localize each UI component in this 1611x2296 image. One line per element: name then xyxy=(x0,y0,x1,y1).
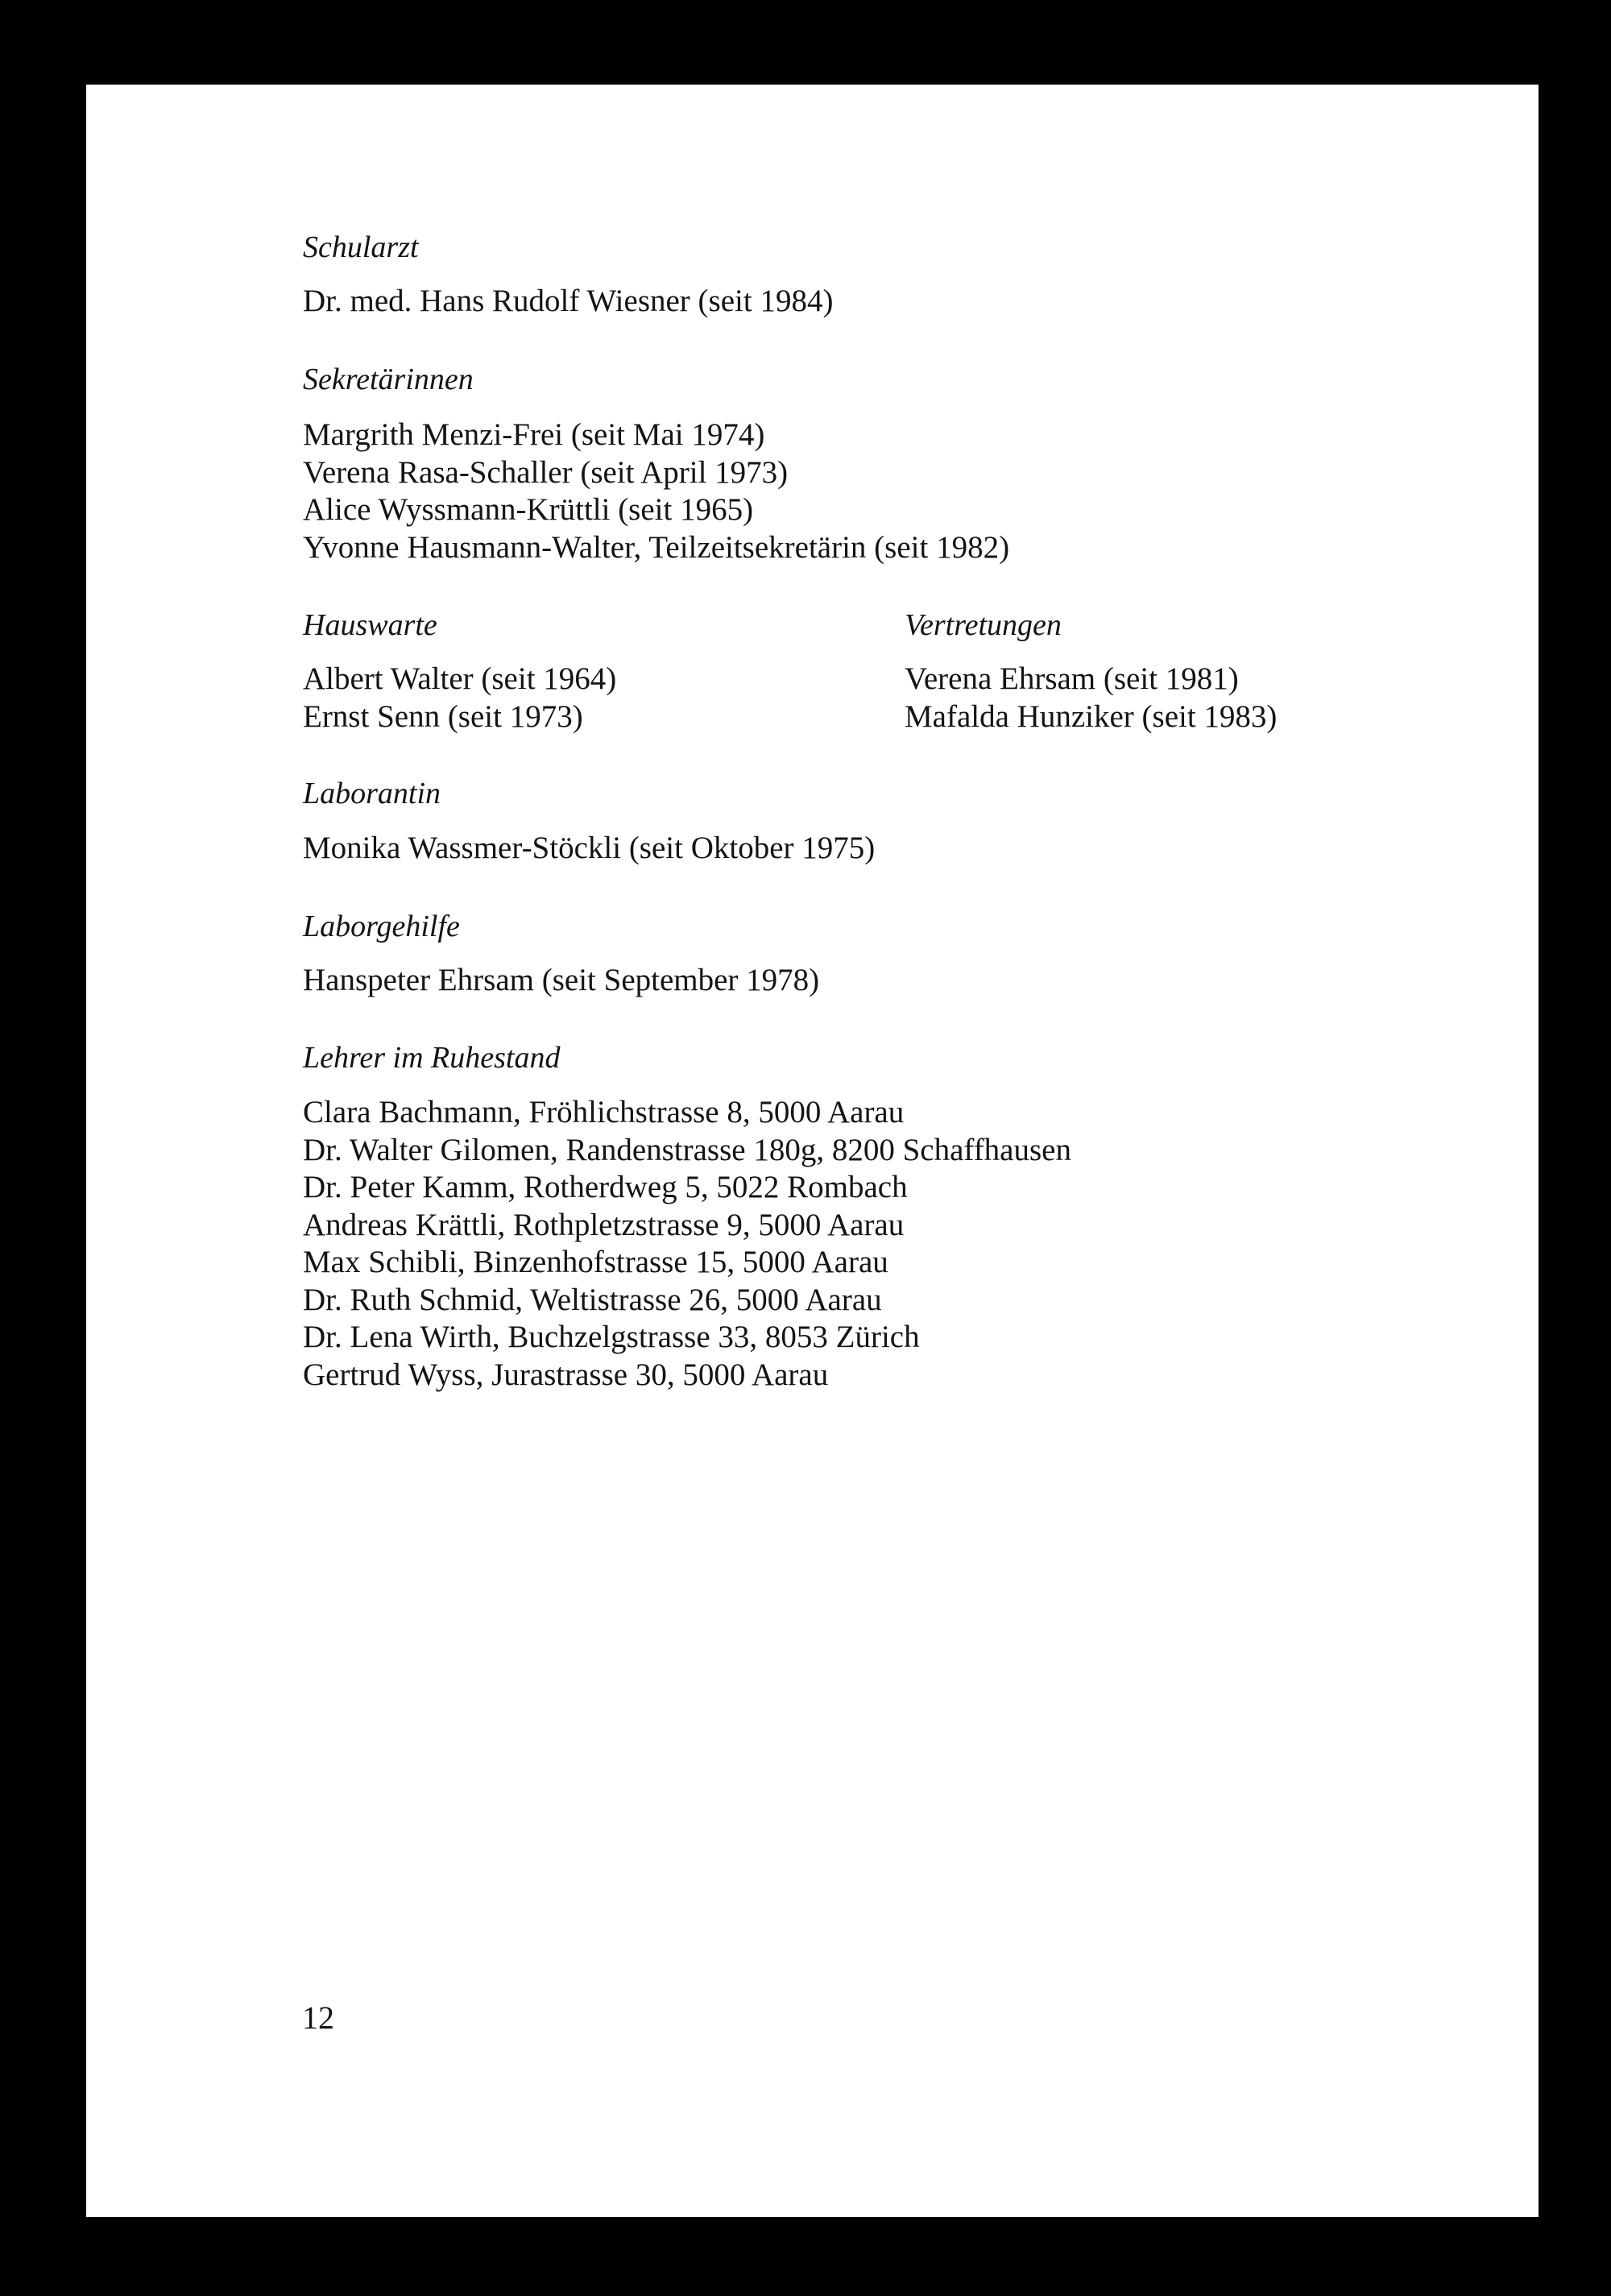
heading-sekretaerinnen: Sekretärinnen xyxy=(303,363,474,396)
list-item: Dr. Lena Wirth, Buchzelgstrasse 33, 8053 Zürich xyxy=(303,1320,920,1354)
list-item: Hanspeter Ehrsam (seit September 1978) xyxy=(303,963,820,997)
list-item: Max Schibli, Binzenhofstrasse 15, 5000 Aarau xyxy=(303,1245,888,1279)
heading-schularzt: Schularzt xyxy=(303,230,419,264)
list-item: Andreas Krättli, Rothpletzstrasse 9, 5000 Aarau xyxy=(303,1207,905,1242)
heading-laborantin: Laborantin xyxy=(303,777,441,810)
list-item: Verena Ehrsam (seit 1981) xyxy=(905,661,1239,696)
list-item: Clara Bachmann, Fröhlichstrasse 8, 5000 Aarau xyxy=(303,1095,905,1129)
document-page xyxy=(86,85,1539,2217)
list-item: Mafalda Hunziker (seit 1983) xyxy=(905,698,1278,734)
list-item: Monika Wassmer-Stöckli (seit Oktober 1975) xyxy=(303,831,876,865)
hauswarte-list xyxy=(303,661,616,736)
laborgehilfe-list xyxy=(303,962,819,1000)
list-item: Ernst Senn (seit 1973) xyxy=(303,698,583,734)
page-number: 12 xyxy=(302,2000,334,2036)
schularzt-list xyxy=(303,283,833,321)
heading-ruhestand: Lehrer im Ruhestand xyxy=(303,1041,561,1075)
heading-vertretungen: Vertretungen xyxy=(905,608,1062,642)
list-item: Dr. Peter Kamm, Rotherdweg 5, 5022 Rombach xyxy=(303,1170,908,1204)
list-item: Albert Walter (seit 1964) xyxy=(303,661,617,696)
list-item: Gertrud Wyss, Jurastrasse 30, 5000 Aarau xyxy=(303,1357,829,1392)
list-item: Dr. Ruth Schmid, Weltistrasse 26, 5000 Aarau xyxy=(303,1282,882,1317)
list-item: Yvonne Hausmann-Walter, Teilzeitsekretärin (seit 1982) xyxy=(303,529,1010,565)
list-item: Dr. med. Hans Rudolf Wiesner (seit 1984) xyxy=(303,284,834,318)
list-item: Dr. Walter Gilomen, Randenstrasse 180g, 8200 Schaffhausen xyxy=(303,1132,1071,1167)
vertretungen-list xyxy=(905,661,1277,736)
ruhestand-list xyxy=(303,1094,1071,1394)
sekretaerinnen-list xyxy=(303,417,1009,566)
list-item: Verena Rasa-Schaller (seit April 1973) xyxy=(303,454,789,490)
laborantin-list xyxy=(303,830,875,868)
heading-laborgehilfe: Laborgehilfe xyxy=(303,910,460,943)
heading-hauswarte: Hauswarte xyxy=(303,608,437,642)
list-item: Alice Wyssmann-Krüttli (seit 1965) xyxy=(303,492,754,527)
list-item: Margrith Menzi-Frei (seit Mai 1974) xyxy=(303,417,765,452)
